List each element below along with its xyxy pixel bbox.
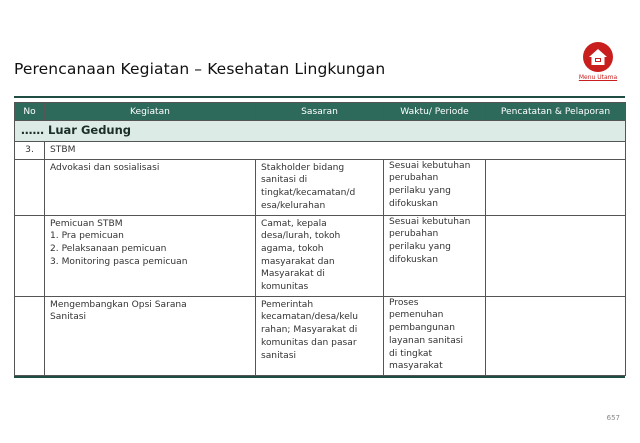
- page-title: Perencanaan Kegiatan – Kesehatan Lingkungan: [14, 60, 386, 78]
- no-cell: [15, 215, 45, 296]
- column-header-kegiatan: Kegiatan: [45, 103, 256, 121]
- cell-line: di tingkat: [389, 348, 433, 359]
- cell-line: perubahan: [389, 229, 439, 240]
- waktu-cell: [384, 296, 486, 375]
- waktu-cell: [384, 159, 486, 215]
- top-rule: [14, 96, 625, 98]
- home-link-label[interactable]: Menu Utama: [578, 74, 618, 81]
- pencatatan-cell: [486, 296, 626, 375]
- cell-line: Proses: [389, 297, 419, 308]
- cell-line: masyarakat dan: [261, 256, 335, 267]
- cell-line: tingkat/kecamatan/d: [261, 188, 356, 199]
- cell-line: perilaku yang: [389, 186, 451, 197]
- cell-line: perubahan: [389, 173, 439, 184]
- group-number: 3.: [15, 142, 45, 160]
- cell-line: esa/kelurahan: [261, 200, 326, 211]
- cell-line: sanitasi: [261, 350, 297, 361]
- cell-line: kecamatan/desa/kelu: [261, 312, 359, 323]
- cell-line: Advokasi dan sosialisasi: [50, 162, 160, 173]
- cell-line: rahan; Masyarakat di: [261, 325, 358, 336]
- table-header-row: [15, 103, 626, 121]
- kegiatan-cell: [45, 215, 256, 296]
- kegiatan-cell: [45, 159, 256, 215]
- cell-line: Sesuai kebutuhan: [389, 160, 471, 171]
- cell-line: agama, tokoh: [261, 243, 324, 254]
- waktu-cell: [384, 215, 486, 296]
- no-cell: [15, 296, 45, 375]
- cell-line: masyarakat: [389, 361, 443, 372]
- pencatatan-cell: [486, 215, 626, 296]
- section-row: [15, 121, 626, 142]
- home-icon[interactable]: [583, 42, 613, 72]
- cell-line: pembangunan: [389, 323, 455, 334]
- table-row: [15, 159, 626, 215]
- sasaran-cell: [256, 296, 384, 375]
- no-cell: [15, 159, 45, 215]
- table-row: [15, 215, 626, 296]
- cell-line: desa/lurah, tokoh: [261, 231, 341, 242]
- cell-line: 3. Monitoring pasca pemicuan: [50, 256, 188, 267]
- cell-line: Camat, kepala: [261, 218, 327, 229]
- column-header-sasaran: Sasaran: [256, 103, 384, 121]
- group-label: STBM: [45, 142, 626, 160]
- activity-table: [14, 102, 626, 376]
- cell-line: Mengembangkan Opsi Sarana: [50, 299, 187, 310]
- sasaran-cell: [256, 215, 384, 296]
- page-number: 657: [606, 414, 620, 422]
- home-button[interactable]: [575, 42, 621, 81]
- cell-line: komunitas: [261, 282, 309, 293]
- cell-line: 1. Pra pemicuan: [50, 231, 124, 242]
- sasaran-cell: [256, 159, 384, 215]
- cell-line: perilaku yang: [389, 241, 451, 252]
- cell-line: layanan sanitasi: [389, 335, 464, 346]
- cell-line: 2. Pelaksanaan pemicuan: [50, 243, 167, 254]
- column-header-pencatatan: Pencatatan & Pelaporan: [486, 103, 626, 121]
- bottom-rule: [14, 376, 625, 378]
- pencatatan-cell: [486, 159, 626, 215]
- cell-line: Sesuai kebutuhan: [389, 216, 471, 227]
- cell-line: Masyarakat di: [261, 269, 325, 280]
- cell-line: Pemicuan STBM: [50, 218, 123, 229]
- cell-line: Stakholder bidang: [261, 162, 345, 173]
- cell-line: komunitas dan pasar: [261, 337, 357, 348]
- cell-line: sanitasi di: [261, 175, 308, 186]
- group-row: [15, 142, 626, 160]
- column-header-no: No: [15, 103, 45, 121]
- section-label: …… Luar Gedung: [15, 121, 626, 142]
- cell-line: Pemerintah: [261, 299, 314, 310]
- cell-line: pemenuhan: [389, 310, 444, 321]
- cell-line: difokuskan: [389, 254, 438, 265]
- cell-line: Sanitasi: [50, 312, 87, 323]
- kegiatan-cell: [45, 296, 256, 375]
- cell-line: difokuskan: [389, 198, 438, 209]
- table-row: [15, 296, 626, 375]
- column-header-waktu: Waktu/ Periode: [384, 103, 486, 121]
